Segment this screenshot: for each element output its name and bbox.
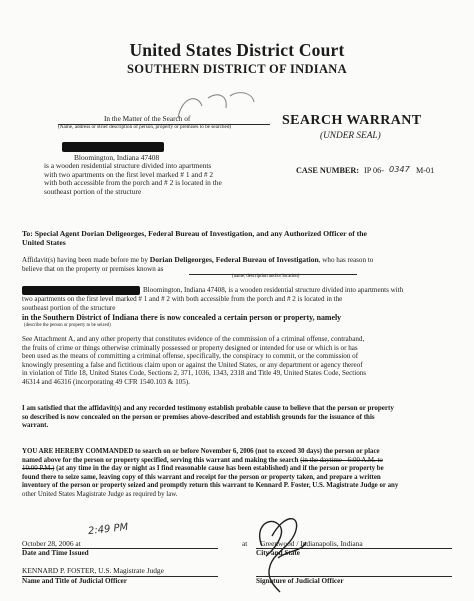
to-line: United States: [22, 238, 66, 248]
signature-label: Signature of Judicial Officer: [256, 577, 344, 585]
commanded-line3: (at any time in the day or night as I find reasonable cause has been established) and if the person or property be: [56, 465, 384, 473]
satisfied-paragraph: [22, 404, 394, 430]
to-paragraph: [22, 229, 367, 247]
attachment-line: See Attachment A, and any other property that constitutes evidence of the commission of a criminal offense, contraband,: [22, 335, 365, 343]
commanded-line2: named above for the person or property specified, serving this warrant and making the search: [22, 456, 299, 464]
issued-date: October 28, 2006 at: [22, 539, 81, 548]
place-value: Greenwood / Indianapolis, Indiana: [260, 539, 363, 548]
district-title: SOUTHERN DISTRICT OF INDIANA: [127, 62, 347, 76]
warrant-title: SEARCH WARRANT: [282, 113, 422, 128]
affidavit-line2: believe that on the property or premises known as: [22, 265, 164, 273]
case-number-handwritten: 0347: [389, 164, 410, 174]
commanded-strike2: 10:00 P.M.): [22, 465, 55, 473]
matter-subcaption: (Name, address or Brief description of person, property or premises to be searched): [58, 124, 232, 130]
premises-line3: southeast portion of the structure: [22, 304, 116, 312]
premises-line1: Bloomington, Indiana 47408, is a wooden residential structure divided into apartments with: [143, 286, 404, 294]
commanded-line: other United States Magistrate Judge as required by law.: [22, 490, 178, 498]
affidavit-tail: , who has reason to: [318, 256, 374, 264]
commanded-line: YOU ARE HEREBY COMMANDED to search on or before November 6, 2006 (not to exceed 30 days) the person or place: [22, 448, 380, 455]
commanded-paragraph: [22, 448, 398, 500]
affidavit-lead: Affidavit(s) having been made before me by: [22, 256, 148, 264]
affiant-name: Dorian Deligeorges, Federal Bureau of Investigation: [149, 255, 319, 264]
caption-desc-line: with two apartments on the first level marked # 1 and # 2: [44, 169, 214, 179]
commanded-line: inventory of the person or property seized and promptly return this warrant to Kennard P. Foster, U.S. Magistrate Judge or any: [22, 482, 399, 490]
commanded-line: found there to seize same, leaving copy of this warrant and receipt for the person or property taken, and prepare a written: [22, 473, 381, 481]
premises-line2: two apartments on the first level marked # 1 and # 2 with both accessible from the porch and # 2 is located in the: [22, 295, 343, 303]
under-seal: (UNDER SEAL): [320, 131, 381, 141]
case-number-label: CASE NUMBER:: [296, 166, 360, 175]
judge-label: Name and Title of Judicial Officer: [22, 577, 127, 585]
caption-desc-line: is a wooden residential structure divided into apartments: [44, 161, 212, 170]
attachment-line: 46314 and 46316 (incorporating 49 CFR 1540.103 & 105).: [22, 377, 190, 386]
caption-description: [44, 162, 222, 196]
judge-name: KENNARD P. FOSTER, U.S. Magistrate Judge: [22, 566, 164, 575]
commanded-line: [22, 465, 398, 474]
caption-city: Bloomington, Indiana 47408: [74, 153, 160, 162]
caption-desc-line: southeast portion of the structure: [44, 186, 142, 196]
attachment-line: the fruits of crime or things otherwise criminally possessed or property designed or intended for use or which is or has: [22, 343, 358, 352]
place-label: City and State: [256, 549, 300, 557]
district-statement: in the Southern District of Indiana there is now concealed a certain person or property, namely: [22, 313, 342, 322]
attachment-line: knowingly presenting a false and fictitious claim upon or against the United States, or any department or agency thereof: [22, 360, 363, 369]
matter-line: In the Matter of the Search of: [104, 114, 191, 123]
at-word: at: [242, 539, 248, 548]
to-line: To: Special Agent Dorian Deligeorges, Federal Bureau of Investigation, and any Authorized Officer of the: [22, 229, 367, 238]
date-label: Date and Time Issued: [22, 549, 89, 557]
attachment-paragraph: [22, 335, 366, 387]
court-title: United States District Court: [129, 40, 345, 60]
satisfied-line: warrant.: [22, 421, 49, 430]
handwritten-time: 2:49 PM: [87, 521, 129, 538]
satisfied-line: I am satisfied that the affidavit(s) and any recorded testimony establish probable cause to believe that the person or property: [22, 404, 394, 412]
affidavit-line1: [22, 255, 373, 264]
attachment-line: been used as the means of committing a criminal offense, specifically, the conspiracy to commit, or the commission of: [22, 352, 359, 361]
affidavit-subcaption: (name, description and/or location): [232, 274, 300, 279]
satisfied-line: so described is now concealed on the person or premises above-described and establish grounds for the issuance of this: [22, 412, 375, 421]
case-number-suffix: M-01: [416, 166, 435, 175]
caption-desc-line: with both accessible from the porch and # 2 is located in the: [44, 178, 222, 188]
case-number-prefix: IP 06-: [364, 166, 384, 175]
attachment-line: in violation of Title 18, United States Code, Sections 2, 371, 1036, 1343, 2318 and Title 49, United States Code, Sections: [22, 369, 367, 378]
redacted-premises-address: [22, 286, 140, 295]
commanded-strike1: (in the daytime - 6:00 A.M. to: [300, 456, 383, 464]
commanded-line: [22, 457, 398, 466]
district-subcaption: (describe the person or property to be seized): [24, 323, 111, 328]
redacted-address: [62, 142, 164, 152]
